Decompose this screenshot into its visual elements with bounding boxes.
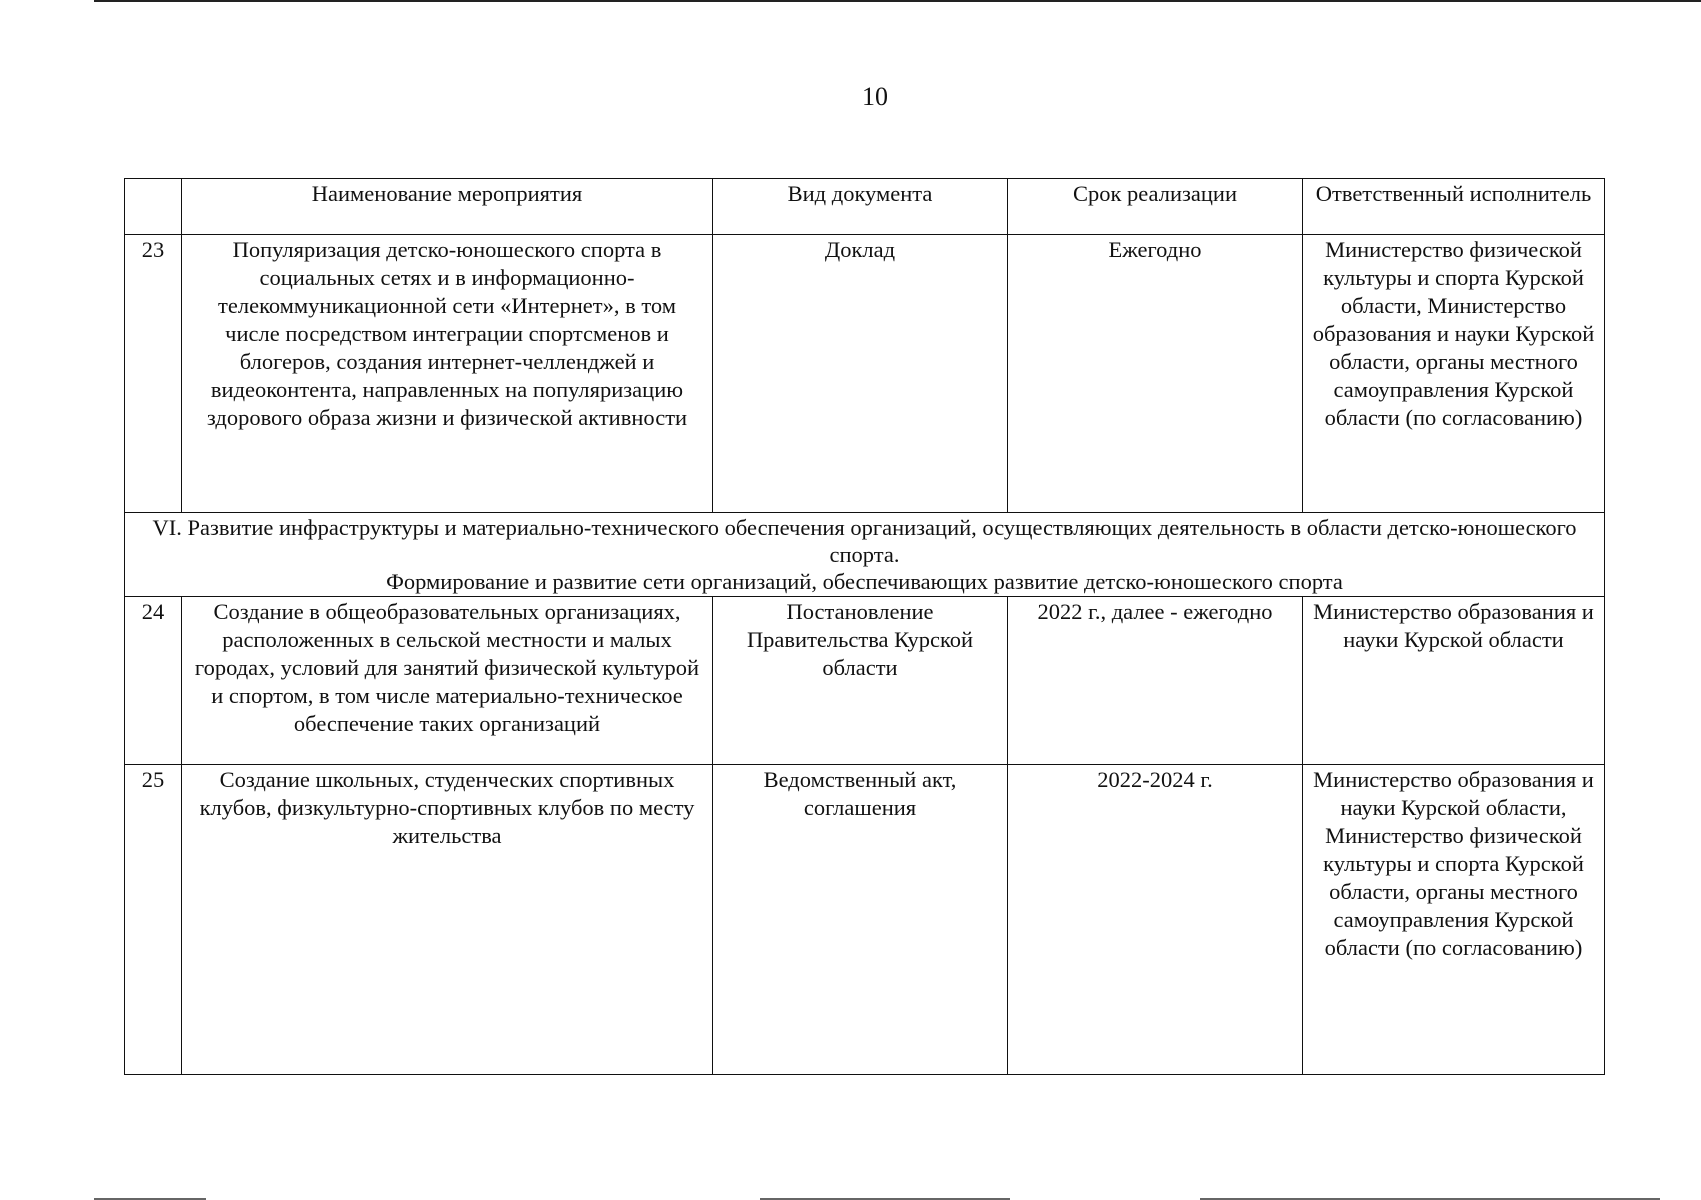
page-number: 10 <box>862 82 888 111</box>
implementation-term: 2022 г., далее - ежегодно <box>1008 597 1303 765</box>
header-executor: Ответственный исполнитель <box>1303 179 1605 235</box>
section-heading-line-2: Формирование и развитие сети организаций, обеспечивающих развитие детско-юношеского спорта <box>386 569 1343 594</box>
row-number: 23 <box>125 235 182 513</box>
table-row <box>125 235 1605 513</box>
measures-table <box>124 178 1605 1075</box>
section-row <box>125 513 1605 597</box>
table-header-row <box>125 179 1605 235</box>
document-type: Доклад <box>713 235 1008 513</box>
header-doc-type: Вид документа <box>713 179 1008 235</box>
header-name: Наименование мероприятия <box>182 179 713 235</box>
measure-name: Создание в общеобразовательных организациях, расположенных в сельской местности и малых городах, условий для занятий физической культурой и спортом, в том числе материально-техническое обеспечение таких организаций <box>182 597 713 765</box>
section-heading-line-1: VI. Развитие инфраструктуры и материально-технического обеспечения организаций, осуществляющих деятельность в области детско-юношеского спорта. <box>152 515 1577 567</box>
responsible-executor: Министерство физической культуры и спорта Курской области, Министерство образования и науки Курской области, органы местного самоуправления Курской области (по согласованию) <box>1303 235 1605 513</box>
row-number: 24 <box>125 597 182 765</box>
top-rule <box>94 0 1701 2</box>
measure-name: Создание школьных, студенческих спортивных клубов, физкультурно-спортивных клубов по месту жительства <box>182 765 713 1075</box>
responsible-executor: Министерство образования и науки Курской области, Министерство физической культуры и спорта Курской области, органы местного самоуправления Курской области (по согласованию) <box>1303 765 1605 1075</box>
header-num <box>125 179 182 235</box>
row-number: 25 <box>125 765 182 1075</box>
document-type: Постановление Правительства Курской области <box>713 597 1008 765</box>
implementation-term: 2022-2024 г. <box>1008 765 1303 1075</box>
responsible-executor: Министерство образования и науки Курской области <box>1303 597 1605 765</box>
implementation-term: Ежегодно <box>1008 235 1303 513</box>
table-row <box>125 765 1605 1075</box>
measure-name: Популяризация детско-юношеского спорта в социальных сетях и в информационно-телекоммуникационной сети «Интернет», в том числе посредством интеграции спортсменов и блогеров, создания интернет-челленджей и видеоконтента, направленных на популяризацию здорового образа жизни и физической активности <box>182 235 713 513</box>
section-heading <box>125 513 1605 597</box>
table-row <box>125 597 1605 765</box>
document-type: Ведомственный акт, соглашения <box>713 765 1008 1075</box>
header-term: Срок реализации <box>1008 179 1303 235</box>
